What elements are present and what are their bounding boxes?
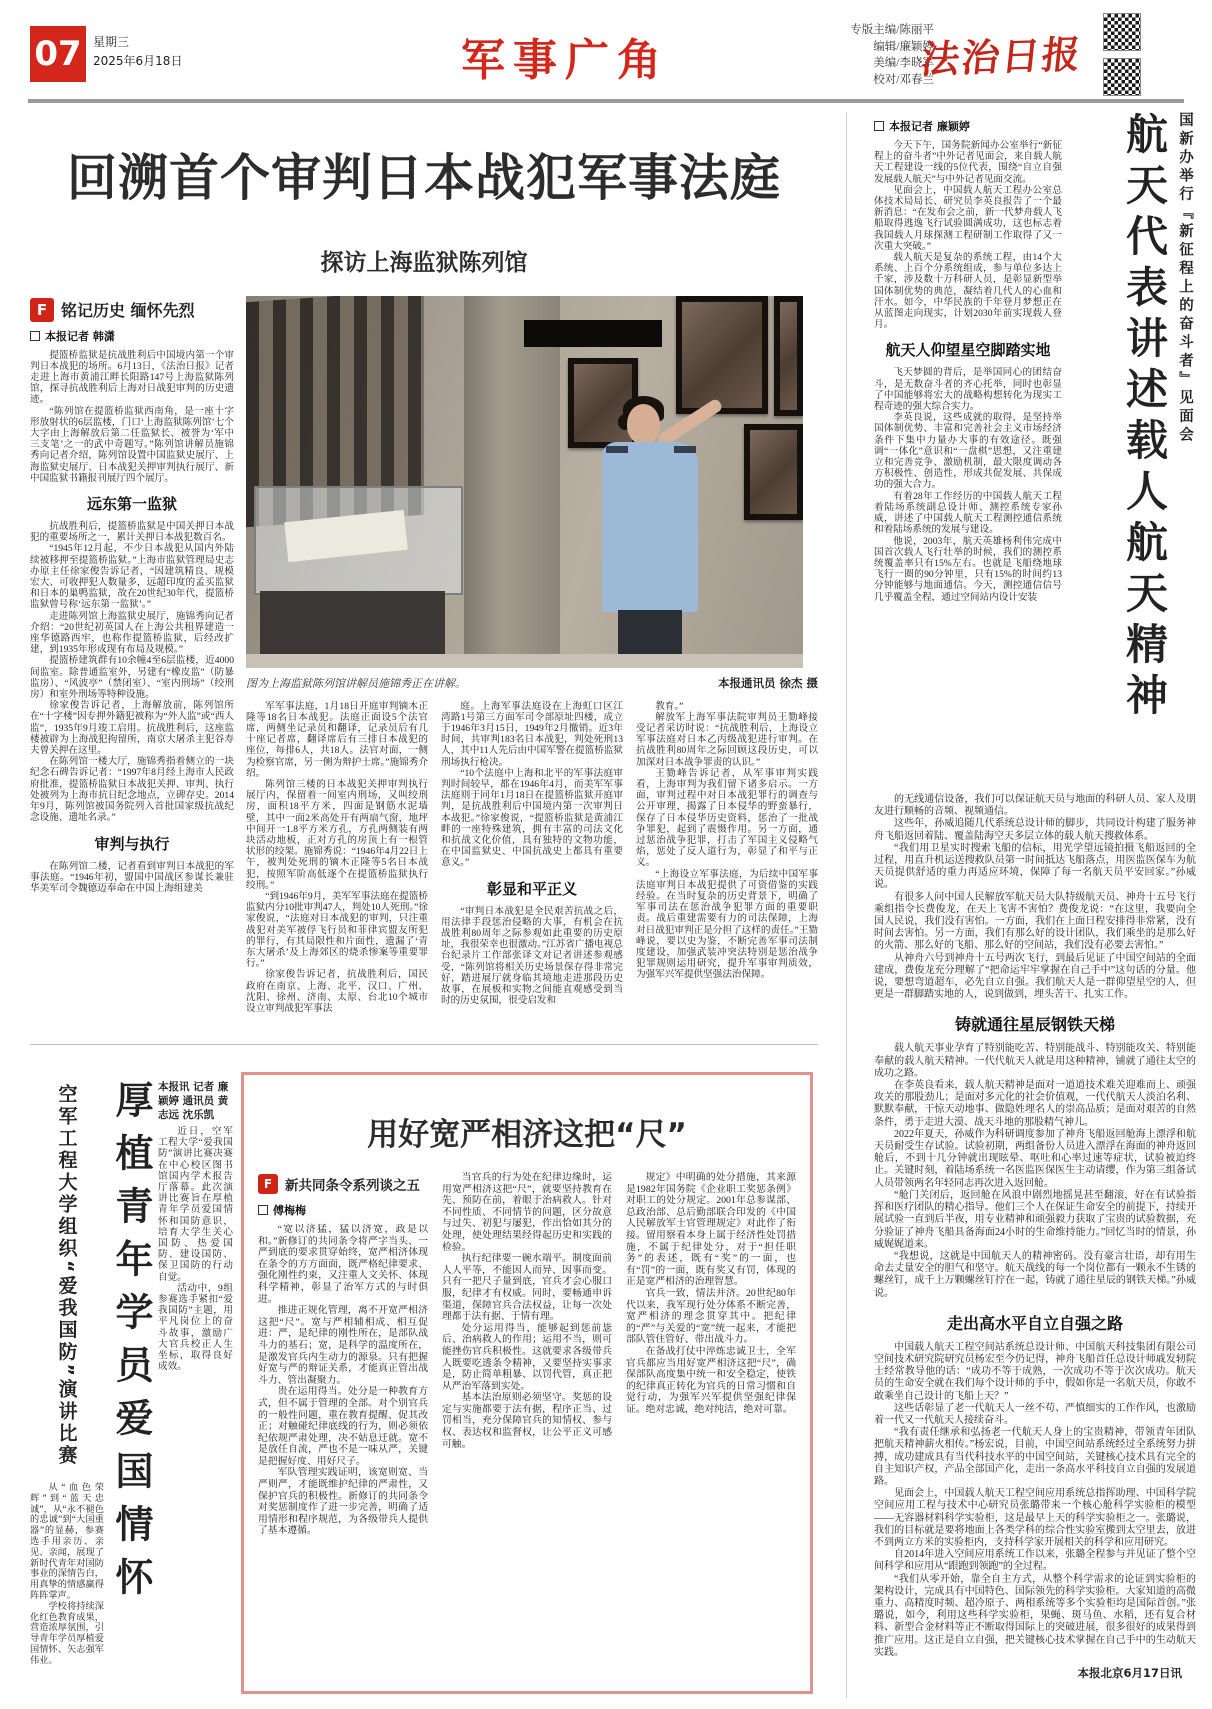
qr-code-icon — [1104, 59, 1140, 95]
article-column-1 — [30, 350, 234, 895]
article-paragraph: 载人航天是复杂的系统工程，由14个大系统、上百个分系统组成，参与单位多达上千家，涉及数十万科研人员，是彰显新型举国体制优势的典范，凝结着几代人的心血和汗水。如今，中华民族的千年登月梦想正在从蓝图走向现实，计划2030年前实现载人登月。 — [874, 252, 1062, 331]
article-paragraph: 这些年，孙威追随几代系统总设计师的脚步，共同设计构建了服务神舟飞船返回着陆、覆盖陆海空天多层立体的载人航天搜救体系。 — [874, 818, 1196, 842]
article-paragraph: “宽以济猛，猛以济宽，政是以和。”新修订的共同条令将严字当头、一严到底的要求贯穿始终，宽严相济体现在条令的方方面面，既严格纪律要求、强化刚性约束，又注重人文关怀、体现科学精神，彰显了治军方式的与时俱进。 — [258, 1224, 428, 1305]
byline: 本报讯 记者 廉颖婷 通讯员 黄志远 沈乐凯 — [158, 1081, 229, 1121]
rules-headline: 用好宽严相济这把“尺” — [367, 1117, 687, 1153]
credit-line: 编辑/廉颖婷 — [873, 40, 934, 53]
qr-code-icon — [1104, 14, 1140, 50]
article-paragraph: 有很多人问中国人民解放军航天员大队特级航天员、神舟十五号飞行乘组指令长费俊龙，在天上飞害不害怕？费俊龙说：“在这里，我要向全国人民说，我们没有害怕。一方面，我们在上面日程安排得非常紧，没有时间去害怕。另一方面，我们有那么好的设计团队，我们乘坐的是那么好的火箭、那么好的飞船、那么好的空间站，我们没有必要去害怕。” — [874, 891, 1196, 952]
article-regulations-discipline — [241, 1072, 813, 1694]
article-paragraph: “上海设立军事法庭，为后续中国军事法庭审判日本战犯提供了可资借鉴的实践经验。在当时复杂的历史背景下，明确了军事司法在惩治战争犯罪方面的重要职责。战后重建需要有力的司法保障，上海对日战犯审判正是分担了这样的责任。”王勠峰说，要以史为鉴，不断完善军事司法制度建设，加强武装冲突法特别是惩治战争犯罪规则运用研究，提升军事审判质效，为强军兴军提供坚强法治保障。 — [636, 868, 818, 981]
vertical-kicker: 国新办举行『新征程上的奋斗者』见面会 — [1177, 112, 1193, 445]
photo-display-case — [254, 486, 463, 595]
series-tag — [30, 298, 234, 322]
byline-square-icon — [258, 1205, 268, 1215]
article-paragraph: 推进正规化管理，离不开宽严相济这把“尺”。宽与严相辅相成、相互促进：严，是纪律的刚性所在，是部队战斗力的基石；宽，是科学的温度所在，是激发官兵内生动力的源泉。只有把握好宽与严的辩证关系，才能真正管出战斗力、管出凝聚力。 — [258, 1305, 428, 1386]
article-paragraph: 处分运用得当，能够起到惩前毖后、治病救人的作用；运用不当，则可能挫伤官兵积极性。这就要求各级带兵人既要吃透条令精神，又要坚持实事求是，防止简单粗暴、以罚代管，真正把从严治军落到实处。 — [442, 1322, 612, 1392]
article-paragraph: 教育。” — [655, 700, 684, 712]
article-paragraph: 今天下午，国务院新闻办公室举行“新征程上的奋斗者”中外记者见面会，来自载人航天工程建设一线的5位代表，围绕“自立自强发展载人航天”与中外记者见面交流。 — [874, 140, 1062, 185]
byline: 本报记者 廉颖婷 — [874, 118, 1062, 134]
article-paragraph: 自2014年进入空间应用系统工作以来，张璐全程参与并见证了整个空间科学和应用从“跟跑到领跑”的全过程。 — [874, 1549, 1196, 1573]
article-paragraph: 从“血色荣辉”到“蓝天忠诚”，从“永不褪色的忠诚”到“大国重器”的显赫，参赛选手用亲历、亲见、亲闻，展现了新时代青年对国防事业的深情告白，用真挚的情感赢得阵阵掌声。 — [30, 1482, 104, 1600]
paper-logo-cube-icon: F — [258, 1174, 278, 1194]
photo-pillar — [464, 296, 560, 668]
photo-wall-frame — [744, 424, 803, 520]
article-paragraph: “我们从零开始，靠全自主方式，从整个科学需求的论证到实验柜的架构设计，完成具有中国特色、国际领先的科学实验柜。大家知道的高微重力、高精度时频、超冷原子、两相系统等多个实验柜均是国际首创。”张璐说，如今，利用这些科学实验柜，果蝇、斑马鱼、水稻，还有复合材料、新型合金材料等正不断取得国际上的突破进展，很多很好的成果得到推广应用。这正是自立自强，把关键核心技术掌握在自己手中的生动航天实践。 — [874, 1573, 1196, 1658]
vertical-headline: 厚植青年学员爱国情怀 — [109, 1080, 153, 1610]
article-paragraph: 载人航天事业孕育了特别能吃苦、特别能战斗、特别能攻关、特别能奉献的载人航天精神。一代代航天人就是用这种精神，铺就了通往太空的成功之路。 — [874, 1043, 1196, 1079]
section-header: 走出高水平自立自强之路 — [946, 1313, 1123, 1333]
byline-square-icon — [30, 331, 40, 341]
rules-column-1 — [258, 1172, 428, 1537]
page-number-badge: 07 — [30, 26, 86, 82]
article-paragraph: 徐家俊告诉记者，抗战胜利后，国民政府在南京、上海、北平、汉口、广州、沈阳、徐州、济南、太原、台北10个城市设立审判战犯军事法 — [246, 969, 428, 1015]
article-paragraph: 在李英良看来，载人航天精神是面对一道道技术难关迎难而上、顽强攻关的那股劲儿；是面对多元化的社会价值观，一代代航天人淡泊名利、默默奉献，干惊天动地事、做隐姓埋名人的崇高品质；是面对艰苦的自然条件，勇于走进大漠、战天斗地的那股精气神儿。 — [874, 1080, 1196, 1128]
article-paragraph: 庭。上海军事法庭设在上海虹口区江湾路1号第三方面军司令部原址四楼，成立于1946年3月15日，1949年2月撤销。近3年时间，共审判183名日本战犯，判处死刑13人，其中11人先后由中国军警在提篮桥监狱刑场执行枪决。 — [441, 700, 623, 768]
paper-logo-cube-icon: F — [30, 298, 54, 322]
article-column-2 — [246, 701, 428, 1015]
space-article-top-column — [874, 140, 1062, 603]
masthead-logo: 法治日报 — [918, 31, 1085, 82]
article-paragraph: “我有责任继承和弘扬老一代航天人身上的宝贵精神，带领青年团队把航天精神薪火相传。”杨宏说，目前，中国空间站系统经过全系统努力拼搏，成功建成具有当代科技水平的中国空间站，关键核心技术具有完全的自主知识产权，产品全部国产化，走出一条高水平科技自立自强的发展道路。 — [874, 1427, 1196, 1487]
article-column-3 — [441, 701, 623, 1015]
weekday-label: 星期三 — [93, 35, 130, 49]
rules-column-2 — [442, 1172, 612, 1537]
article-paragraph: “陈列馆在提篮桥监狱西南角，是一座十字形放射状的6层监楼，门口‘上海监狱陈列馆’七个大字由上海解放后第二任监狱长、被誉为‘军中三支笔’之一的武中奇题写。”陈列馆讲解员施锦秀向记者介绍，陈列馆设置中国监狱史展厅、上海监狱史展厅、日本战犯关押审判执行展厅、新中国监狱书籍报刊展厅四个展厅。 — [30, 405, 234, 484]
article-airforce-speech-contest — [30, 1080, 233, 1698]
qr-code-block — [1104, 14, 1176, 104]
article-paragraph: 在陈列馆一楼大厅，施锦秀指着侧立的一块纪念石碑告诉记者：“1997年8月经上海市人民政府批准，提篮桥监狱日本战犯关押、审判、执行处被列为上海市抗日纪念地点，立碑存史。2014年9月，陈列馆被国务院列入首批国家级抗战纪念设施、遗址名录。” — [30, 756, 234, 824]
section-header: 审判与执行 — [94, 834, 170, 853]
byline: 本报记者 韩潇 — [30, 328, 234, 344]
article-paragraph: 王勠峰告诉记者，从军事审判实践看，上海审判为我们留下诸多启示。一方面，审判过程中对日本战犯罪行的调查与公开审理，揭露了日本侵华的野蛮暴行，保存了日本侵华历史资料，惩治了一批战争罪犯，起到了震慑作用。另一方面，通过惩治战争犯罪，打击了军国主义侵略气焰，惩处了反人道行为，彰显了和平与正义。 — [636, 767, 818, 869]
article-paragraph: 提篮桥监狱是抗战胜利后中国境内第一个审判日本战犯的场所。6月13日，《法治日报》记者走进上海市黄浦江畔长阳路147号上海监狱陈列馆，探寻抗战胜利后上海对日战犯审判的历史遗迹。 — [30, 349, 234, 406]
article-paragraph: 2022年夏天，孙威作为科研调度参加了神舟飞船返回舱海上漂浮和航天员耐受生存试验。试验初期，两组备份人员进入漂浮在海面的神舟返回舱后，不到十几分钟就出现眩晕、呕吐和心率过速等症状，试验被迫终止。关键时刻，着陆场系统一名医监医保医生主动请缨，作为第三组备试人员带领两名年轻同志再次进入返回舱。 — [874, 1128, 1196, 1189]
article-paragraph: 当官兵的行为处在纪律边缘时，运用宽严相济这把“尺”，就要坚持教育在先、预防在前，着眼于治病救人。针对不同性质、不同情节的问题，区分故意与过失、初犯与屡犯，作出恰如其分的处理，使处理结果经得起历史和实践的检验。 — [442, 1172, 612, 1253]
airforce-left-column — [30, 1482, 104, 1666]
article-paragraph: 中国载人航天工程空间站系统总设计师、中国航天科技集团有限公司空间技术研究院研究员杨宏至今仍记得，神舟飞船首任总设计师戚发轫院士经常教导他的话：“成功不等于成熟，一次成功不等于次次成功。航天员的生命安全就在我们每个设计师的手中，假如你是一名航天员，你敢不敢乘坐自己设计的飞船上天？” — [874, 1341, 1196, 1402]
header-divider — [28, 99, 1184, 103]
article-paragraph: 活动中，9组参赛选手紧扣“爱我国防”主题，用平凡岗位上的奋斗故事，激励广大官兵校正人生坐标，取得良好成效。 — [158, 1282, 233, 1373]
article-paragraph: 官兵一致，情法并济。20世纪80年代以来，我军现行处分体系不断完善，宽严相济的理念贯穿其中。把纪律的“严”与关爱的“宽”统一起来，才能把部队管住管好、带出战斗力。 — [626, 1287, 796, 1346]
article-column-4 — [636, 701, 818, 1015]
series-tag — [258, 1174, 428, 1194]
main-subhead: 探访上海监狱陈列馆 — [320, 249, 528, 276]
article-prison-tribunal — [30, 112, 818, 1036]
article-paragraph: 走进陈列馆上海监狱史展厅，施锦秀向记者介绍：“20世纪初英国人在上海公共租界建造一座华德路西牢，也称作提篮桥监狱，后经改扩建，到1935年形成现有布局及规模。” — [30, 610, 234, 656]
photo-credit: 本报通讯员 徐杰 摄 — [717, 675, 818, 690]
article-paragraph: “10个法庭中上海和北平的军事法庭审判时间较早，都在1946年4月，而美军军事法庭则于同年1月18日在提篮桥监狱开庭审判，是抗战胜利后中国境内第一次审判日本战犯。”徐家俊说，“提篮桥监狱是黄浦江畔的一座特殊建筑，拥有丰富的司法文化和抗战文化价值，具有独特的文物功能，在中国监狱史、中国抗战史上都具有重要意义。” — [441, 767, 623, 869]
article-paragraph: 陈列馆三楼的日本战犯关押审判执行展厅内，保留着一间室内刑场，又叫绞刑房，面积18平方米，四面是钢筋水泥墙壁，其中一面2米高处开有两扇气窗，地坪中间开一1.8平方米方孔，方孔两侧装有两块活动地板，正对方孔的房顶上有一根管状形的绞架。施锦秀说：“1946年4月22日上午，被判处死刑的镝木正隆等5名日本战犯，按照军阶高低逐个在提篮桥监狱执行绞刑。” — [246, 779, 428, 891]
article-paragraph: 规定》中明确的处分措施，其来源是1982年国务院《企业职工奖惩条例》对职工的处分规定。2001年总参谋部、总政治部、总后勤部联合印发的《中国人民解放军士官管理规定》对此作了衔接。留用察看本身上属于经济性处罚措施，不属于纪律处分，对于“担任职务”的表述，既有“奖”的一面，也有“罚”的一面，既有奖又有罚，体现的正是宽严相济的治理智慧。 — [626, 1172, 796, 1288]
page-header — [0, 0, 1212, 100]
article-paragraph: 近日，空军工程大学“爱我国防”演讲比赛决赛在中心校区图书馆国内学术报告厅落幕。此次演讲比赛旨在厚植青年学员爱国情怀和国防意识，培育大学生关心国防、热爱国防、建设国防、保卫国防的行动自觉。 — [158, 1126, 233, 1283]
photo-wall-frame — [774, 296, 803, 416]
photo-officer-uniform — [602, 442, 698, 612]
article-paragraph: 见面会上，中国载人航天工程办公室总体技术局局长、研究员李英良报告了一个最新消息：“在发布会之前，新一代梦舟载人飞船取得逃逸飞行试验圆满成功，这也标志着我国载人月球探测工程研制工作取得了又一次重大突破。” — [874, 184, 1062, 252]
article-paragraph: 从神舟六号到神舟十五号两次飞行，到最后见证了中国空间站的全面建成，费俊龙充分理解了“把命运牢牢掌握在自己手中”这句话的分量。他说，要想弯道超车，必先自立自强。我们航天人是一群仰望星空的人，但更是一群脚踏实地的人，说到做到，埋头苦干、扎实工作。 — [874, 952, 1196, 1001]
rules-column-3 — [626, 1172, 796, 1537]
article-paragraph: 军队管理实践证明，该宽则宽、当严则严，才能既维护纪律的严肃性，又保护官兵的积极性。新修订的共同条令对奖惩制度作了进一步完善，明确了适用情形和程序规范，为各级带兵人提供了基本遵循。 — [258, 1467, 428, 1537]
article-paragraph: 在备战打仗中淬炼忠诚卫士，全军官兵都应当用好宽严相济这把“尺”，确保部队高度集中统一和安全稳定，使铁的纪律真正转化为官兵的日常习惯和自觉行动，为强军兴军提供坚强纪律保证。绝对忠诚，绝对纯洁，绝对可靠。 — [626, 1345, 796, 1415]
photo-wall-frame — [676, 296, 768, 414]
article-paragraph: “1945年12月起，不少日本战犯从国内外陆续被移押至提篮桥监狱。”上海市监狱管理局史志办原主任徐家俊告诉记者，“因建筑精良、规模宏大、可收押犯人数量多，远超印度的孟买监狱和日本的巢鸭监狱，故在20世纪30年代，提篮桥监狱曾号称‘远东第一监狱’。” — [30, 543, 234, 611]
article-space-spirit — [874, 112, 1196, 1702]
article-paragraph: 贵在运用得当。处分是一种教育方式，但不属于管理的全部。对个别官兵的一般性问题，重在教育提醒、促其改正；对触碰纪律底线的行为，则必须依纪依规严肃处理，决不姑息迁就。宽不是放任自流，严也不是一味从严，关键是把握好度、用好尺子。 — [258, 1386, 428, 1467]
space-article-wide-column — [874, 794, 1196, 1659]
article-paragraph: 飞天梦圆的背后，是举国同心的团结奋斗，是无数奋斗者的齐心托举，同时也彰显了中国能够将宏大的战略构想转化为现实工程奇迹的强大综合实力。 — [874, 367, 1062, 413]
article-paragraph: 抗战胜利后，提篮桥监狱是中国关押日本战犯的重要场所之一，累计关押日本战犯数百名。 — [30, 521, 234, 544]
section-header: 铸就通往星辰钢铁天梯 — [954, 1015, 1115, 1035]
article-paragraph: 军军事法庭，1月18日开庭审判镝木正隆等18名日本战犯。法庭正面设5个法官席，两侧坐记录员和翻译，记录员后有几十座记者席，翻译席后有三排日本战犯的座位，每排6人，共18人。法官对面，一侧为检察官席，另一侧为辩护士席。”施锦秀介绍。 — [246, 700, 428, 779]
vertical-kicker: 空军工程大学组织“爱我国防”演讲比赛 — [55, 1084, 78, 1467]
article-paragraph: 解放军上海军事法院审判员王勠峰接受记者采访时说：“抗战胜利后，上海设立军事法庭对日本乙丙级战犯进行审判。在抗战胜利80周年之际回顾这段历史，可以加深对日本战争罪责的认识。” — [636, 711, 818, 768]
credit-line: 校对/邓春兰 — [873, 74, 934, 87]
article-paragraph: 这些话彰显了老一代航天人一丝不苟、严慎细实的工作作风，也激励着一代又一代航天人接续奋斗。 — [874, 1402, 1196, 1426]
series-tag-label: 新共同条令系列谈之五 — [285, 1178, 420, 1194]
museum-photo — [246, 296, 803, 668]
article-paragraph: 徐家俊告诉记者，上海解放前，陈列馆所在“十字楼”因专押外籍犯被称为“外人监”或“西人监”，1935年9月竣工启用。抗战胜利后，这座监楼被辟为上海战犯拘留所，南京大屠杀主犯谷寿夫曾关押在这里。 — [30, 700, 234, 757]
article-paragraph: 执行纪律要一碗水端平。制度面前人人平等，不能因人而异、因事而变。只有一把尺子量到底，官兵才会心服口服，纪律才有权威。同时，要畅通申诉渠道，保障官兵合法权益，让每一次处理都于法有据、于情有理。 — [442, 1253, 612, 1323]
article-paragraph: “我们用卫星实时搜索飞船的信标，用光学望远镜拍摄飞船返回的全过程，用直升机运送搜救队员第一时间抵达飞船落点，用医监医保车为航天员提供舒适的重力再适应环境，保障了每一名航天员平安回家。”孙威说。 — [874, 842, 1196, 891]
byline-square-icon — [874, 121, 884, 131]
article-paragraph: 在陈列馆二楼，记者看到审判日本战犯的军事法庭。“1946年初，盟国中国战区参谋长兼驻华美军司令魏德迈奉命在中国上海组建美 — [30, 860, 234, 894]
date-label: 2025年6月18日 — [93, 54, 183, 69]
main-headline: 回溯首个审判日本战犯军事法庭 — [67, 149, 781, 207]
section-header: 彰显和平正义 — [486, 879, 577, 898]
airforce-main-column — [158, 1126, 233, 1372]
horizontal-section-rule — [30, 1044, 818, 1045]
section-header: 航天人仰望星空脚踏实地 — [885, 341, 1051, 360]
article-paragraph: “到1946年9月，美军军事法庭在提篮桥监狱内分10批审判47人，判处10人死刑。”徐家俊说，“法庭对日本战犯的审判，只注重战犯对美军被俘飞行员和菲律宾盟友所犯的罪行，有其局限性和片面性，遗漏了‘青东大屠杀’及上海郊区的烧杀惨案等重要罪行。” — [246, 891, 428, 970]
photo-officer-head — [627, 404, 660, 444]
article-paragraph: 李英良说，这些成就的取得，是坚持举国体制优势、丰富和完善社会主义市场经济条件下集中力量办大事的有效途径。既强调“一体化”意识和“一盘棋”思想，又注重建立和完善竞争、激励机制，最大限度调动各方积极性、创造性，形成共促发展、共保成功的强大合力。 — [874, 412, 1062, 491]
article-paragraph: 见面会上，中国载人航天工程空间应用系统总指挥助理、中国科学院空间应用工程与技术中心研究员张璐带来一个核心舱科学实验柜的模型——无容器材料科学实验柜，这是最早上天的科学实验柜之一。张璐说，我们的目标就是要将地面上各类学科的综合性实验室搬到太空里去，放进不到两立方米的实验柜内，支持科学家开展相关的科学和应用研究。 — [874, 1488, 1196, 1548]
article-paragraph: 学校将持续深化红色教育成果，营造浓厚氛围，引导青年学员厚植爱国情怀、矢志强军伟业。 — [30, 1600, 104, 1665]
series-tag-label: 铭记历史 缅怀先烈 — [61, 301, 195, 321]
article-paragraph: 他说，2003年，航天英雄杨利伟完成中国首次载人飞行壮举的时候，我们的测控系统覆盖率只有15%左右。也就是飞船绕地球飞行一圈的90分钟里，只有15%的时间约13分钟能够与地面通信。今天，测控通信信号几乎覆盖全程，通过空间站内设计安装 — [874, 535, 1062, 603]
photo-exhibit-plaque — [524, 320, 662, 347]
dateline: 本报北京6月17日讯 — [1077, 1666, 1182, 1680]
vertical-headline: 航天代表讲述载人航天精神 — [1120, 112, 1169, 724]
section-header: 远东第一监狱 — [86, 495, 177, 514]
credit-line: 美编/李晓军 — [873, 57, 934, 70]
credit-line: 专版主编/陈丽平 — [850, 24, 934, 36]
article-paragraph: 的无线通信设备，我们可以保证航天员与地面的科研人员、家人及朋友进行顺畅的音频、视频通信。 — [874, 794, 1196, 818]
section-title: 军事广角 — [461, 35, 669, 86]
photo-caption: 图为上海监狱陈列馆讲解员施锦秀正在讲解。 — [246, 677, 466, 690]
article-paragraph: “我想说，这就是中国航天人的精神密码。没有豪言壮语，却有用生命去丈量安全的胆气和坚守。航天战线的每一个岗位都有一颗永不生锈的螺丝钉，成千上万颗螺丝钉拧在一起，铸就了通往星辰的钢铁天梯。”孙威说。 — [874, 1250, 1196, 1299]
article-paragraph: “审判日本战犯是全民艰苦抗战之后，用法律手段惩治侵略的大事，有机会在抗战胜利80周年之际参观如此重要的历史原址，我很荣幸也很激动。”江苏省广播电视总台纪录片工作部张译文对记者讲述参观感受，“陈列馆将相关历史场景保存得非常完好，踏进展厅就身临其境地走进那段历史故事，在展板和实物之间能直观感受到当时的历史氛围，很受启发和 — [441, 905, 623, 1007]
article-paragraph: 提篮桥建筑群有10余幢4至6层监楼，近4000间监室。除普通监室外，另建有“橡皮监”（防暴监房）、“风波亭”（禁闭室）、“室内刑场”（绞刑房）和室外刑场等特种设施。 — [30, 655, 234, 701]
article-paragraph: 有着28年工作经历的中国载人航天工程着陆场系统副总设计师、测控系统专家孙威，讲述了中国载人航天工程测控通信系统和着陆场系统的发展与建设。 — [874, 490, 1062, 536]
byline: 傅梅梅 — [258, 1202, 428, 1218]
vertical-column-rule — [846, 112, 847, 1698]
article-paragraph: “舱门关闭后，返回舱在风浪中剧烈地摇晃甚至翻滚，好在有试验指挥和医疗团队的精心指导。他们三个人在保证生命安全的前提下，持续开展试验一直到后半夜，用专业精神和顽强毅力获取了宝贵的试验数据，充分验证了神舟飞船具备海面24小时的生命维持能力。”回忆当时的情景，孙威娓娓道来。 — [874, 1189, 1196, 1250]
article-paragraph: 基本法治原则必须坚守。奖惩的设定与实施都要于法有据，程序正当、过罚相当，充分保障官兵的知情权、参与权、表达权和监督权，让公平正义可感可触。 — [442, 1392, 612, 1450]
